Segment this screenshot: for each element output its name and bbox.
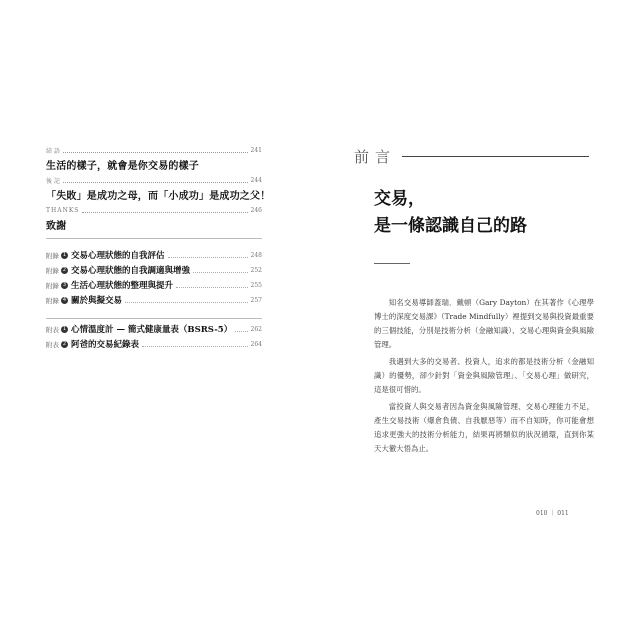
appendix-row — [46, 280, 262, 290]
toc-label: 後 記 — [46, 178, 60, 185]
dot-leader — [235, 326, 247, 332]
body-paragraph: 當投資人與交易者因為資金與風險管理、交易心理能力不足，產生交易技術（爆倉負債、自我厭惡等）而不自知時，你可能會想追求更強大的技術分析能力，結果再將類似的狀況循環，直到你某天大徹大悟為止。 — [374, 402, 594, 453]
section-divider — [46, 318, 262, 319]
toc-title: 生活的樣子，就會是你交易的樣子 — [46, 161, 199, 172]
appendix-tag: 附錄 — [46, 266, 59, 275]
dot-leader — [176, 282, 248, 288]
dot-leader — [125, 297, 248, 303]
toc-label: 結 語 — [46, 148, 60, 155]
toc-entry-conclusion — [46, 146, 262, 172]
appendix-row — [46, 250, 262, 260]
preface-header — [354, 146, 589, 167]
chapter-title-line-2: 是一條認識自己的路 — [374, 216, 527, 236]
dot-leader — [168, 252, 248, 258]
toc-entry-afterword — [46, 176, 271, 202]
appendix-number-badge: 2 — [62, 340, 67, 347]
appendix-number-badge: 4 — [62, 296, 67, 303]
preface-label: 前言 — [354, 148, 397, 166]
preface-body — [374, 296, 594, 459]
dot-leader — [63, 148, 248, 153]
appendix-page-number: 257 — [250, 296, 262, 304]
appendix-number-badge: 1 — [62, 251, 67, 258]
chapter-title — [374, 186, 594, 240]
appendix-tag: 附表 — [46, 325, 59, 334]
toc-entry-thanks — [46, 206, 262, 232]
toc-page-number: 246 — [250, 207, 262, 214]
toc-label: THANKS — [46, 207, 80, 214]
table-appendix-row — [46, 339, 262, 349]
appendix-title: 生活心理狀態的整理與提升 — [71, 281, 174, 291]
body-paragraph: 我遇到大多的交易者、投資人，追求的都是技術分析（金融知識）的優勢，卻少針對「資金與風險管理」、「交易心理」做研究，這是很可惜的。 — [374, 357, 594, 394]
title-underline — [374, 263, 410, 264]
table-appendix-row — [46, 324, 262, 334]
appendix-number-badge: 1 — [62, 325, 67, 332]
appendix-number-badge: 3 — [62, 281, 67, 288]
page-folio: 010 ｜ 011 — [536, 510, 569, 517]
appendix-title: 阿爸的交易紀錄表 — [71, 340, 140, 350]
appendix-tag: 附錄 — [46, 281, 59, 290]
dot-leader — [63, 178, 248, 183]
appendix-number-badge: 2 — [62, 266, 67, 273]
appendix-page-number: 248 — [250, 251, 262, 259]
appendix-page-number: 255 — [250, 281, 262, 289]
chapter-title-line-1: 交易， — [374, 189, 425, 209]
section-divider — [46, 238, 262, 239]
appendix-title: 交易心理狀態的自我調適與增強 — [71, 266, 191, 276]
dot-leader — [82, 208, 247, 213]
toc-title: 致謝 — [46, 221, 67, 232]
header-rule — [402, 156, 589, 157]
toc-page-number: 244 — [250, 177, 262, 184]
appendix-page-number: 264 — [250, 340, 262, 348]
appendix-page-number: 252 — [250, 266, 262, 274]
body-paragraph: 知名交易導師蓋瑞．戴頓（Gary Dayton）在其著作《心理學博士的深度交易課》（Trade Mindfully）裡提到交易與投資最重要的三個技能，分別是技術分析（金融知識）、交易心理與資金與風險管理。 — [374, 298, 594, 349]
appendix-tag: 附錄 — [46, 296, 59, 305]
dot-leader — [193, 267, 248, 273]
appendix-row — [46, 295, 262, 305]
appendix-title: 心情溫度計 — 簡式健康量表（BSRS-5） — [71, 325, 233, 335]
appendix-page-number: 262 — [250, 325, 262, 333]
appendix-title: 交易心理狀態的自我評估 — [71, 251, 165, 261]
toc-page-number: 241 — [250, 147, 262, 154]
appendix-title: 關於與擬交易 — [71, 296, 123, 306]
appendix-tag: 附表 — [46, 340, 59, 349]
appendix-row — [46, 265, 262, 275]
toc-title: 「失敗」是成功之母，而「小成功」是成功之父！ — [46, 191, 271, 202]
appendix-tag: 附錄 — [46, 251, 59, 260]
dot-leader — [142, 341, 248, 347]
